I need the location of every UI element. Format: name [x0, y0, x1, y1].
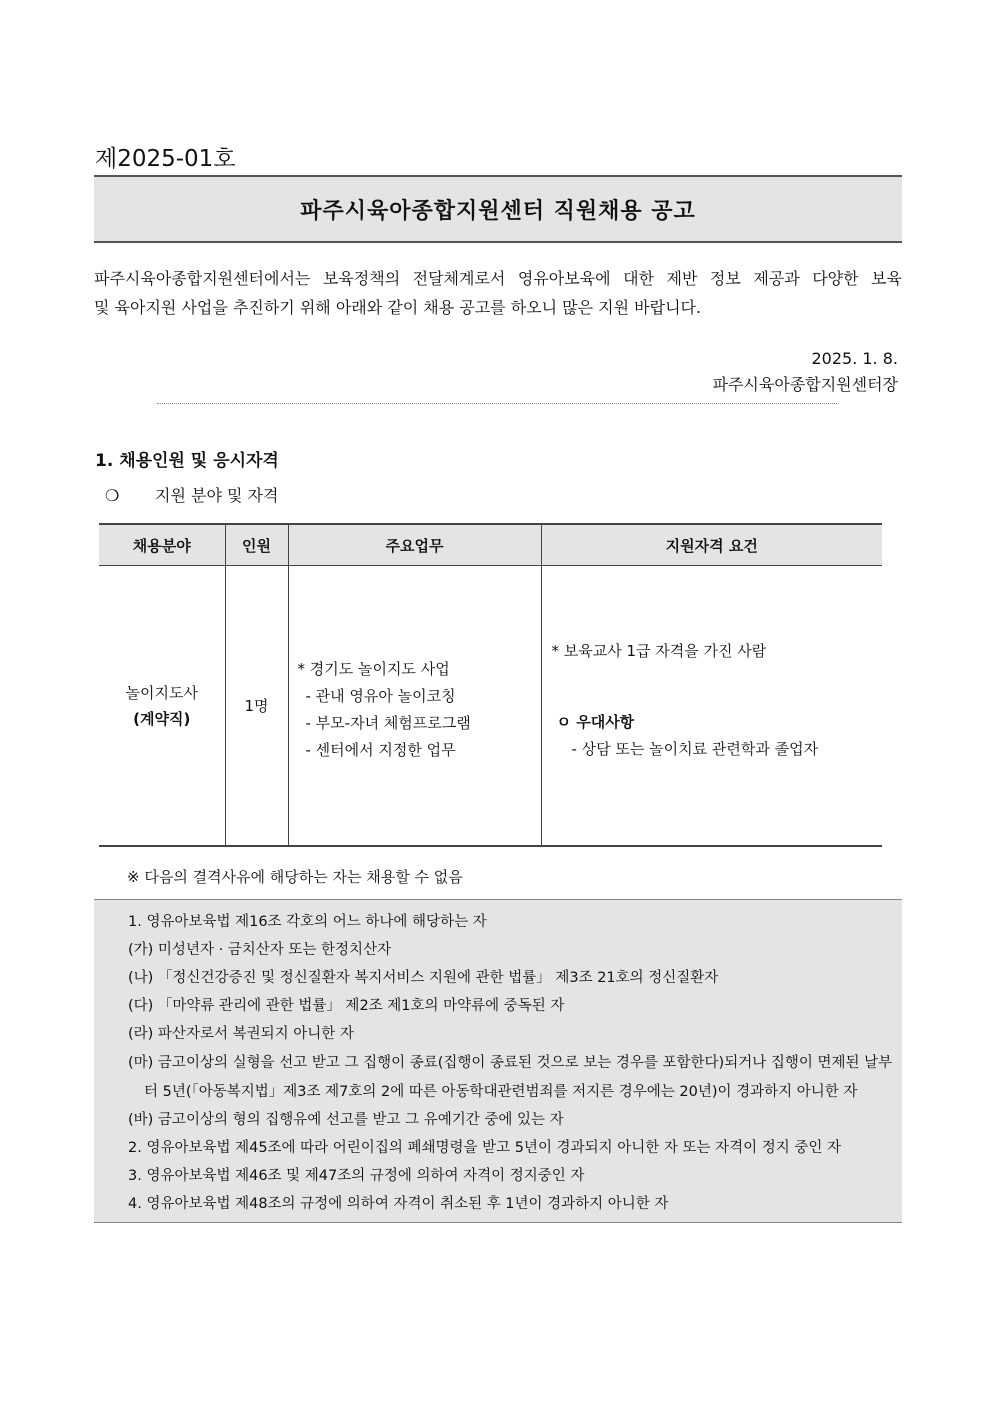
- intro-line-1: [94, 264, 902, 293]
- disqualification-note: ※ 다음의 결격사유에 해당하는 자는 채용할 수 없음: [127, 868, 463, 886]
- cell-count: 1명: [225, 566, 288, 847]
- notice-date: 2025. 1. 8.: [811, 349, 898, 368]
- list-item: (바) 금고이상의 형의 집행유예 선고를 받고 그 유예기간 중에 있는 자: [128, 1112, 564, 1128]
- header-qualifications: 지원자격 요건: [541, 524, 882, 566]
- notice-title: 파주시육아종합지원센터 직원채용 공고: [300, 198, 696, 224]
- notice-title-box: [94, 175, 902, 243]
- list-item: 터 5년(「아동복지법」제3조 제7호의 2에 따른 아동학대관련범죄를 저지른 경우에는 20년)이 경과하지 아니한 자: [144, 1084, 858, 1100]
- intro-word: 영유아보육에: [517, 269, 611, 288]
- field-name: 놀이지도사: [125, 683, 198, 702]
- intro-word: 제공과: [753, 269, 800, 288]
- header-field: 채용분야: [99, 524, 225, 566]
- list-item: 3. 영유아보육법 제46조 및 제47조의 규정에 의하여 자격이 정지중인 자: [128, 1168, 585, 1184]
- document-number: 제2025-01호: [95, 146, 236, 172]
- header-count: 인원: [225, 524, 288, 566]
- list-item: (라) 파산자로서 복권되지 아니한 자: [128, 1026, 354, 1042]
- duty-item: - 센터에서 지정한 업무: [305, 741, 456, 759]
- list-item: 4. 영유아보육법 제48조의 규정에 의하여 자격이 취소된 후 1년이 경과하지 아니한 자: [128, 1196, 669, 1212]
- list-item: (마) 금고이상의 실형을 선고 받고 그 집행이 종료(집행이 종료된 것으로 보는 경우를 포함한다)되거나 집행이 면제된 날부: [128, 1055, 893, 1071]
- list-item: (나) 「정신건강증진 및 정신질환자 복지서비스 지원에 관한 법률」 제3조 21호의 정신질환자: [128, 970, 719, 986]
- preference-title: ㅇ 우대사항: [556, 713, 635, 731]
- preference-item: - 상담 또는 놀이치료 관련학과 졸업자: [571, 740, 819, 758]
- intro-line-2: 및 육아지원 사업을 추진하기 위해 아래와 같이 채용 공고를 하오니 많은 지원 바랍니다.: [94, 298, 702, 317]
- list-item: (다) 「마약류 관리에 관한 법률」 제2조 제1호의 마약류에 중독된 자: [128, 998, 565, 1014]
- cell-field: [99, 566, 225, 847]
- duty-item: - 부모-자녀 체험프로그램: [305, 714, 471, 732]
- disqualification-box: [94, 899, 902, 1223]
- intro-word: 보육정책의: [322, 269, 401, 288]
- requirement-text: * 보육교사 1급 자격을 가진 사람: [551, 642, 767, 660]
- intro-word: 다양한: [812, 269, 859, 288]
- issuer-name: 파주시육아종합지원센터장: [712, 375, 898, 394]
- intro-word: 파주시육아종합지원센터에서는: [94, 269, 311, 288]
- dotted-divider: [157, 403, 837, 404]
- header-duties: 주요업무: [288, 524, 541, 566]
- list-item: 2. 영유아보육법 제45조에 따라 어린이집의 폐쇄명령을 받고 5년이 경과되지 아니한 자 또는 자격이 정지 중인 자: [128, 1140, 841, 1156]
- table-header-row: [99, 524, 882, 566]
- intro-word: 제반: [666, 269, 698, 288]
- intro-word: 보육: [871, 269, 902, 288]
- list-item: 1. 영유아보육법 제16조 각호의 어느 하나에 해당하는 자: [128, 914, 487, 930]
- circle-bullet-icon: ❍: [105, 486, 120, 505]
- duty-item: - 관내 영유아 놀이코칭: [305, 687, 456, 705]
- recruitment-table: [99, 523, 882, 847]
- field-type: (계약직): [133, 709, 191, 728]
- cell-duties: [288, 566, 541, 847]
- date-signature-block: [713, 346, 898, 398]
- section-subtitle: [105, 483, 278, 506]
- section-title: 1. 채용인원 및 응시자격: [95, 451, 279, 471]
- subtitle-text: 지원 분야 및 자격: [155, 486, 279, 505]
- table-row: [99, 566, 882, 847]
- intro-word: 전달체계로서: [412, 269, 506, 288]
- cell-qualifications: [541, 566, 882, 847]
- intro-paragraph: [94, 264, 902, 322]
- intro-word: 대한: [623, 269, 655, 288]
- list-item: (가) 미성년자 · 금치산자 또는 한정치산자: [128, 942, 392, 958]
- intro-word: 정보: [709, 269, 741, 288]
- duty-heading: * 경기도 놀이지도 사업: [297, 660, 450, 678]
